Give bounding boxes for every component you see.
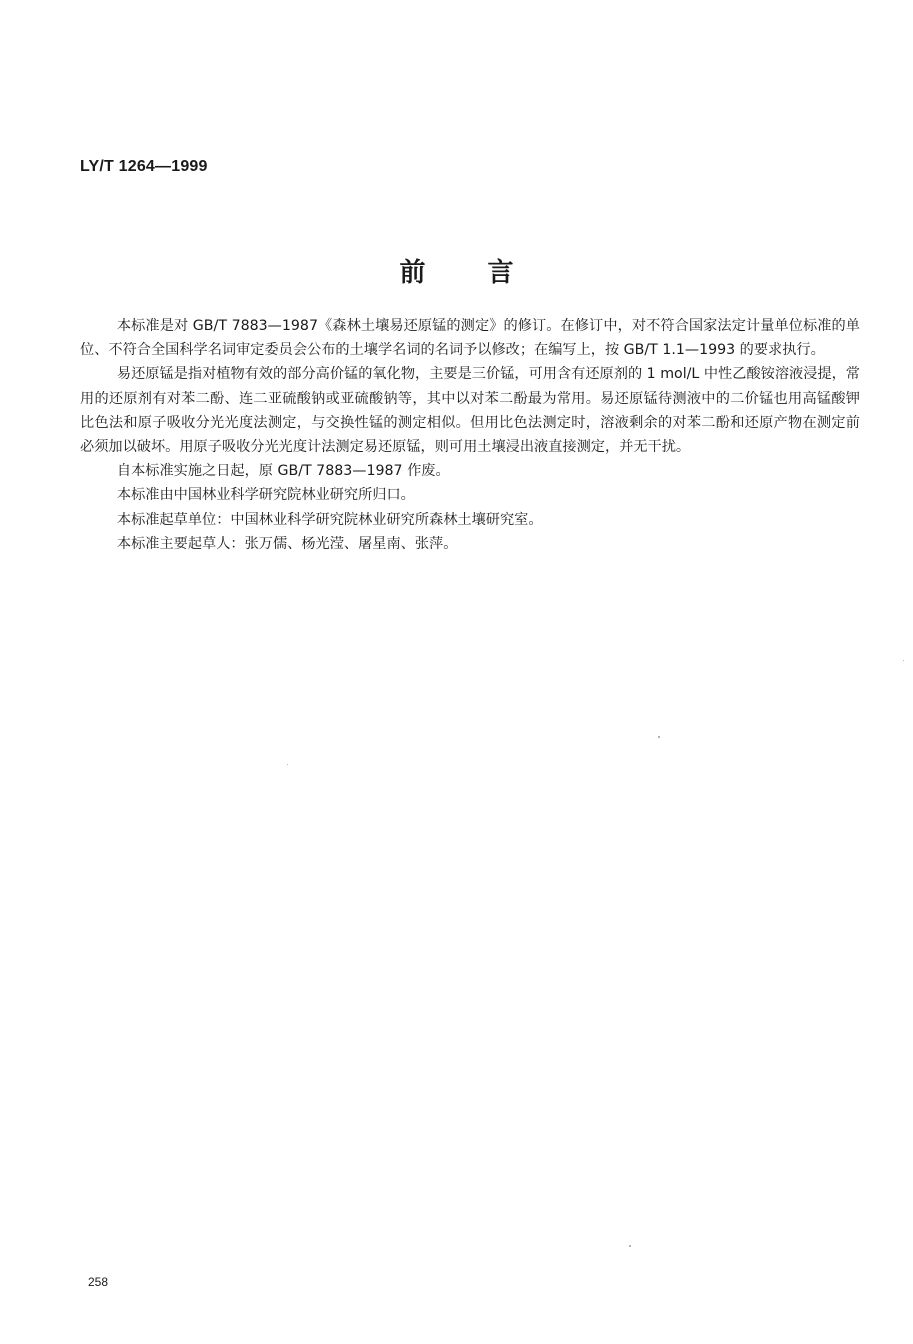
paragraph-revision-note: 本标准是对 GB/T 7883—1987《森林土壤易还原锰的测定》的修订。在修订中，对不符合国家法定计量单位标准的单位、不符合全国科学名词审定委员会公布的土壤学名词的名词予以修改；在编写上，按 GB/T 1.1—1993 的要求执行。 xyxy=(80,318,860,359)
scan-speck xyxy=(903,660,904,661)
page-heading: 前言 xyxy=(399,258,576,288)
standard-code: LY/T 1264—1999 xyxy=(80,158,208,175)
paragraph-supersession: 自本标准实施之日起，原 GB/T 7883—1987 作废。 xyxy=(116,463,450,480)
body-text xyxy=(80,314,860,556)
scan-speck xyxy=(287,764,288,765)
paragraph-drafting-unit: 本标准起草单位：中国林业科学研究院林业研究所森林土壤研究室。 xyxy=(116,511,543,528)
paragraph-reducible-manganese: 易还原锰是指对植物有效的部分高价锰的氧化物，主要是三价锰，可用含有还原剂的 1 mol/L 中性乙酸铵溶液浸提，常用的还原剂有对苯二酚、连二亚硫酸钠或亚硫酸钠等，其中以对苯二酚最为常用。易还原锰待测液中的二价锰也用高锰酸钾比色法和原子吸收分光光度法测定，与交换性锰的测定相似。但用比色法测定时，溶液剩余的对苯二酚和还原产物在测定前必须加以破坏。用原子吸收分光光度计法测定易还原锰，则可用土壤浸出液直接测定，并无干扰。 xyxy=(80,366,860,456)
scan-speck xyxy=(658,736,660,738)
paragraph-administration: 本标准由中国林业科学研究院林业研究所归口。 xyxy=(116,487,415,504)
scan-speck xyxy=(629,1245,631,1247)
paragraph-drafters: 本标准主要起草人：张万儒、杨光滢、屠星南、张萍。 xyxy=(116,535,458,552)
page-number: 258 xyxy=(88,1275,109,1289)
